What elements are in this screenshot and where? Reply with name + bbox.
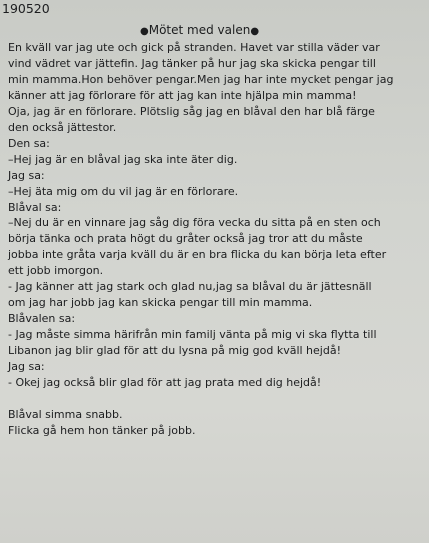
text-line: Blåvalen sa:: [8, 312, 76, 326]
text-line: Jag sa:: [8, 168, 45, 182]
text-line: min mamma.Hon behöver pengar.Men jag har inte mycket pengar jag: [8, 72, 394, 86]
text-line: Jag sa:: [8, 360, 45, 374]
text-line: - Jag känner att jag stark och glad nu,jag sa blåval du är jättesnäll: [8, 280, 372, 294]
text-line: –Hej äta mig om du vil jag är en förlorare.: [8, 184, 239, 198]
text-line: En kväll var jag ute och gick på stranden. Havet var stilla väder var: [8, 41, 380, 54]
text-line: Oja, jag är en förlorare. Plötslig såg jag en blåval den har blå färge: [8, 104, 375, 118]
text-line: om jag har jobb jag kan skicka pengar till min mamma.: [8, 296, 313, 310]
text-line: ett jobb imorgon.: [8, 264, 104, 278]
title-bullet-right: ●: [250, 26, 260, 37]
text-line: Blåval sa:: [8, 200, 62, 214]
text-line: den också jättestor.: [8, 120, 117, 134]
text-line: jobba inte gråta varja kväll du är en bra flicka du kan börja leta efter: [8, 248, 387, 262]
text-line: känner att jag förlorare för att jag kan inte hjälpa min mamma!: [8, 88, 357, 102]
text-line: Blåval simma snabb.: [8, 407, 123, 421]
document-title: [140, 22, 259, 40]
title-bullet-left: ●: [140, 26, 149, 37]
document-id: 190520: [2, 1, 50, 16]
text-line: Den sa:: [8, 136, 50, 150]
text-line: börja tänka och prata högt du gråter också jag tror att du måste: [8, 232, 363, 246]
text-line: vind vädret var jättefin. Jag tänker på hur jag ska skicka pengar till: [8, 56, 376, 70]
text-line: - Jag måste simma härifrån min familj vänta på mig vi ska flytta till: [8, 328, 377, 342]
text-line: –Nej du är en vinnare jag såg dig föra vecka du sitta på en sten och: [8, 216, 381, 230]
text-line: –Hej jag är en blåval jag ska inte äter dig.: [8, 152, 238, 166]
title-text: Mötet med valen: [148, 23, 251, 37]
document-body: [8, 40, 427, 439]
text-line: Flicka gå hem hon tänker på jobb.: [8, 423, 196, 437]
text-line: Libanon jag blir glad för att du lysna på mig god kväll hejdå!: [8, 344, 341, 358]
text-line: - Okej jag också blir glad för att jag prata med dig hejdå!: [8, 376, 322, 390]
